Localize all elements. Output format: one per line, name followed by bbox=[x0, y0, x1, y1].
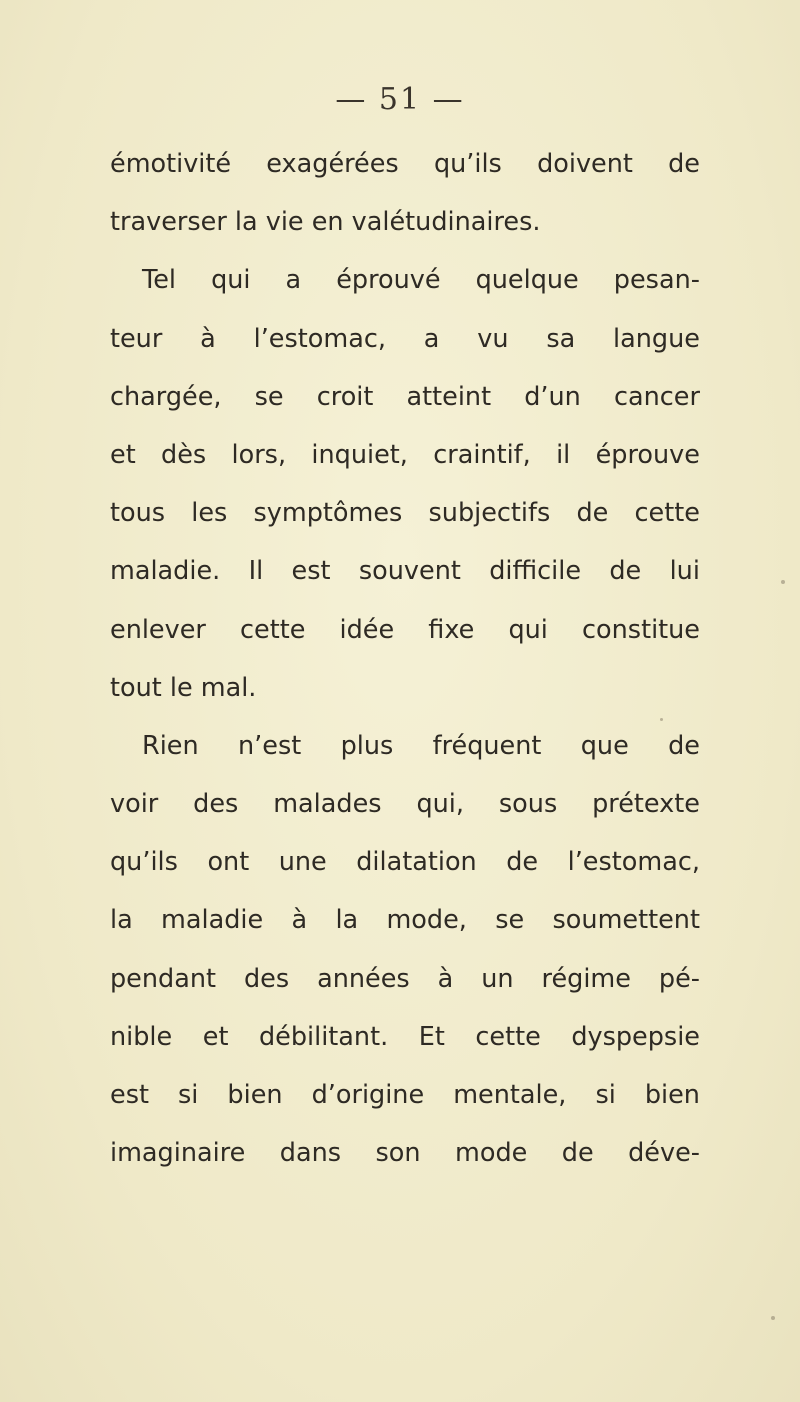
word: est bbox=[110, 1080, 149, 1110]
word: mentale, bbox=[453, 1080, 567, 1110]
word: la bbox=[110, 905, 133, 936]
word: chargée, bbox=[110, 381, 222, 412]
word: si bbox=[595, 1080, 616, 1110]
word: doivent bbox=[537, 149, 633, 179]
word: fréquent bbox=[432, 730, 542, 761]
word: craintif, bbox=[433, 439, 531, 470]
word: se bbox=[254, 381, 284, 412]
word: n’est bbox=[237, 730, 302, 761]
word: régime bbox=[541, 963, 631, 994]
word: bien bbox=[227, 1080, 283, 1110]
word: plus bbox=[340, 730, 394, 761]
word: qu’ils bbox=[110, 847, 178, 878]
word: maladie. bbox=[110, 556, 221, 587]
word: de bbox=[668, 149, 700, 179]
text-line bbox=[110, 1066, 700, 1124]
word: que bbox=[580, 730, 629, 761]
word: maladie bbox=[161, 905, 264, 936]
body-text bbox=[110, 135, 700, 1182]
word: tous bbox=[110, 498, 166, 529]
word: bien bbox=[644, 1080, 700, 1110]
word: inquiet, bbox=[311, 439, 408, 470]
word: Rien bbox=[142, 730, 199, 761]
word: est bbox=[291, 556, 331, 587]
word: sa bbox=[546, 323, 576, 354]
word: années bbox=[317, 963, 410, 994]
word: et bbox=[202, 1021, 229, 1052]
word: mode, bbox=[386, 905, 467, 936]
word: cette bbox=[240, 614, 306, 645]
word: qu’ils bbox=[433, 149, 502, 179]
word: à bbox=[291, 905, 308, 936]
word: soumettent bbox=[552, 905, 700, 936]
word: pesan- bbox=[613, 265, 700, 296]
word: symptômes bbox=[253, 498, 403, 529]
word: des bbox=[243, 963, 290, 994]
word: teur bbox=[110, 323, 163, 354]
paper-speck bbox=[781, 580, 785, 584]
text-line bbox=[110, 1008, 700, 1066]
word: sous bbox=[498, 789, 558, 820]
word: enlever bbox=[110, 614, 206, 645]
text-line bbox=[110, 1124, 700, 1182]
word: une bbox=[278, 847, 327, 878]
word: qui bbox=[211, 265, 251, 296]
word: de bbox=[561, 1138, 594, 1169]
text-line bbox=[110, 717, 700, 775]
text-line bbox=[110, 310, 700, 368]
word: subjectifs bbox=[428, 498, 551, 529]
text-line bbox=[110, 251, 700, 309]
word: a bbox=[285, 265, 302, 296]
word: malades bbox=[273, 789, 382, 820]
text-line bbox=[110, 542, 700, 600]
text-line bbox=[110, 601, 700, 659]
word: de bbox=[609, 556, 642, 587]
word: les bbox=[191, 498, 228, 529]
word: de bbox=[668, 730, 700, 761]
word: a bbox=[423, 323, 440, 354]
word: dyspepsie bbox=[571, 1021, 700, 1052]
word: pé- bbox=[658, 963, 700, 994]
word: imaginaire bbox=[110, 1138, 246, 1169]
word: de bbox=[506, 847, 539, 878]
word: nible bbox=[110, 1021, 173, 1052]
word: à bbox=[437, 963, 454, 994]
word: vu bbox=[477, 323, 509, 354]
word: exagérées bbox=[266, 149, 399, 179]
word: se bbox=[495, 905, 525, 936]
word: voir bbox=[110, 789, 159, 820]
word: ont bbox=[207, 847, 250, 878]
word: dès bbox=[161, 439, 207, 470]
word: dilatation bbox=[356, 847, 477, 878]
word: croit bbox=[316, 381, 374, 412]
word: cette bbox=[475, 1021, 541, 1052]
text-line bbox=[110, 891, 700, 949]
word: d’un bbox=[524, 381, 581, 412]
word: un bbox=[481, 963, 514, 994]
word: éprouve bbox=[595, 439, 700, 470]
word: à bbox=[200, 323, 216, 354]
text-line bbox=[110, 135, 700, 193]
word: langue bbox=[613, 323, 700, 354]
page-number-header: — 51 — bbox=[335, 82, 465, 117]
word: son bbox=[375, 1138, 421, 1169]
word: de bbox=[576, 498, 609, 529]
word: lui bbox=[669, 556, 700, 587]
word: atteint bbox=[406, 381, 492, 412]
text-line bbox=[110, 833, 700, 891]
word: fixe bbox=[428, 614, 475, 645]
word: Et bbox=[418, 1021, 445, 1052]
word: cancer bbox=[613, 381, 700, 412]
word: prétexte bbox=[592, 789, 700, 820]
word: Il bbox=[248, 556, 264, 587]
paper-speck bbox=[771, 1316, 775, 1320]
word: qui bbox=[508, 614, 548, 645]
word: pendant bbox=[110, 963, 217, 994]
word: l’estomac, bbox=[567, 847, 700, 878]
word: difficile bbox=[489, 556, 582, 587]
text-line bbox=[110, 775, 700, 833]
word: d’origine bbox=[311, 1080, 425, 1110]
word: la bbox=[335, 905, 359, 936]
word: émotivité bbox=[110, 149, 232, 179]
word: cette bbox=[634, 498, 700, 529]
text-line: tout le mal. bbox=[110, 672, 257, 703]
word: Tel bbox=[142, 265, 177, 296]
word: déve- bbox=[628, 1138, 700, 1169]
word: dans bbox=[279, 1138, 342, 1169]
word: souvent bbox=[358, 556, 461, 587]
word: constitue bbox=[582, 614, 700, 645]
word: qui, bbox=[416, 789, 464, 820]
paper-speck bbox=[660, 718, 663, 721]
text-line bbox=[110, 426, 700, 484]
word: si bbox=[178, 1080, 199, 1110]
word: quelque bbox=[475, 265, 579, 296]
text-line bbox=[110, 950, 700, 1008]
word: débilitant. bbox=[258, 1021, 389, 1052]
word: lors, bbox=[231, 439, 287, 470]
word: et bbox=[110, 439, 136, 470]
word: l’estomac, bbox=[253, 323, 386, 354]
word: il bbox=[556, 439, 571, 470]
text-line bbox=[110, 368, 700, 426]
word: mode bbox=[455, 1138, 528, 1169]
word: des bbox=[193, 789, 239, 820]
word: éprouvé bbox=[336, 265, 441, 296]
word: idée bbox=[339, 614, 395, 645]
text-line: traverser la vie en valétudinaires. bbox=[110, 207, 541, 238]
text-line bbox=[110, 484, 700, 542]
